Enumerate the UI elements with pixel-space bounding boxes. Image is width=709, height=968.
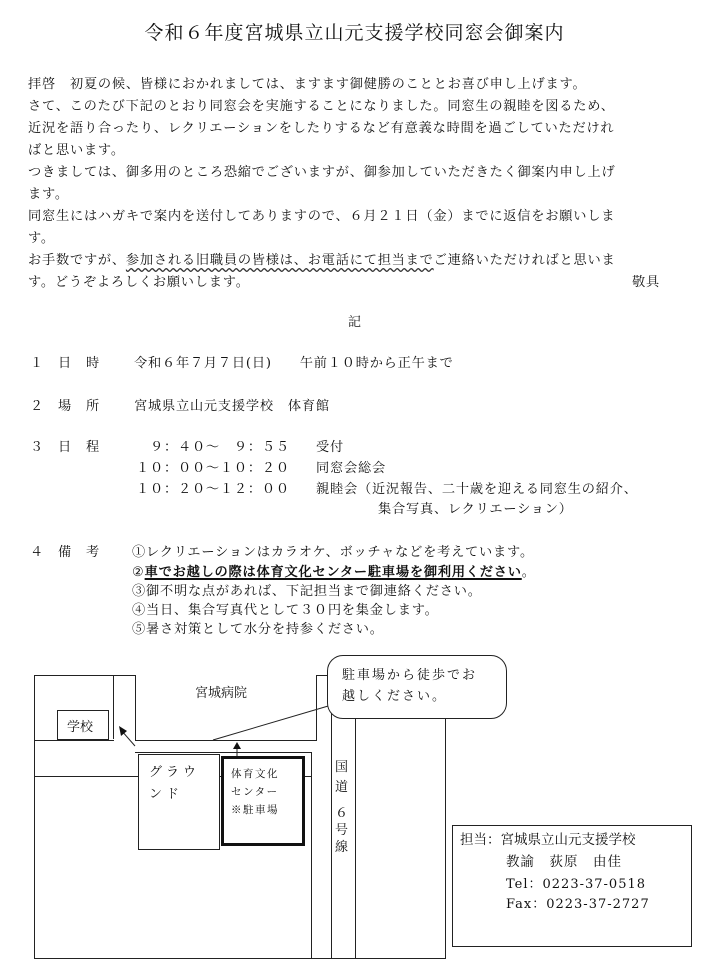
contact-line: 担当：宮城県立山元支援学校 [460,832,636,848]
body-line: さて、このたび下記のとおり同窓会を実施することになりました。同窓生の親睦を図るため、 [28,99,615,114]
bubble-text: 越しください。 [342,689,448,704]
body-line: つきましては、御多用のところ恐縮でございますが、御参加していただきたく御案内申し上げ [28,165,616,180]
route-label: 道 [335,780,349,795]
schedule-label: ３ 日 程 [30,440,100,455]
body-text: お手数ですが、 [28,253,126,268]
note-end: 。 [521,565,536,580]
schedule-time: １０：２０～１２：００ [136,482,290,497]
bubble-text: 駐車場から徒歩でお [342,668,478,683]
note [132,561,536,580]
body-line: ばと思います。 [28,143,125,158]
route-label: 号 [335,823,349,838]
schedule-time: ９：４０～ ９：５５ [136,440,290,455]
body-line: ます。 [28,187,69,202]
route-label: 線 [335,840,349,855]
body-line: 拝啓 初夏の候、皆様におかれましては、ますます御健勝のこととお喜び申し上げます。 [28,77,587,92]
note: ③御不明な点があれば、下記担当まで御連絡ください。 [132,584,482,599]
contact-tel: Tel：0223-37-0518 [506,877,647,892]
bubble-pointer [213,704,335,740]
ground-label: グラウ [149,765,201,780]
closing: 敬具 [632,275,660,290]
route-label: ６ [335,806,349,821]
school-label: 学校 [67,720,94,735]
contact-line: 教諭 荻原 由佳 [506,854,622,870]
center-label: 体育文化 [231,768,279,780]
place-value: 宮城県立山元支援学校 体育館 [134,399,330,414]
schedule-event-cont: 集合写真、レクリエーション） [378,502,573,517]
body-text: ご連絡いただければと思いま [433,253,616,268]
route-label: 国 [335,760,349,775]
notes-label: ４ 備 考 [30,545,100,560]
note-number: ② [132,565,145,580]
schedule-event: 受付 [316,440,344,455]
schedule-event: 親睦会（近況報告、二十歳を迎える同窓生の紹介、 [316,482,638,497]
note: ①レクリエーションはカラオケ、ボッチャなどを考えています。 [132,545,534,560]
place-label: ２ 場 所 [30,399,100,414]
body-line: す。 [28,231,55,246]
contact-fax: Fax：0223-37-2727 [506,897,650,912]
body-line: 同窓生にはハガキで案内を送付してありますので、６月２１日（金）までに返信をお願いしま [28,209,616,224]
center-label: センター [231,786,279,798]
center-label: ※駐車場 [231,804,279,816]
page-title: 令和６年度宮城県立山元支援学校同窓会御案内 [144,22,565,44]
body-line: す。どうぞよろしくお願いします。 [28,275,250,290]
note: ④当日、集合写真代として３０円を集金します。 [132,603,439,618]
note-emphasis: 車でお越しの際は体育文化センター駐車場を御利用ください [144,565,522,580]
date-value: 令和６年７月７日(日) 午前１０時から正午まで [134,356,454,371]
underlined-text: 参加される旧職員の皆様は、お電話にて担当まで [125,253,434,268]
date-label: １ 日 時 [30,356,100,371]
body-line [28,251,616,270]
arrow-head-icon [119,726,127,736]
arrow-head-icon [233,742,241,749]
note: ⑤暑さ対策として水分を持参ください。 [132,622,384,637]
ground-label: ンド [149,787,184,802]
schedule-event: 同窓会総会 [316,461,386,476]
hospital-label: 宮城病院 [195,686,248,701]
schedule-time: １０：００～１０：２０ [136,461,290,476]
ki-heading: 記 [347,315,361,330]
body-line: 近況を語り合ったり、レクリエーションをしたりするなど有意義な時間を過ごしていただけれ [28,121,615,136]
